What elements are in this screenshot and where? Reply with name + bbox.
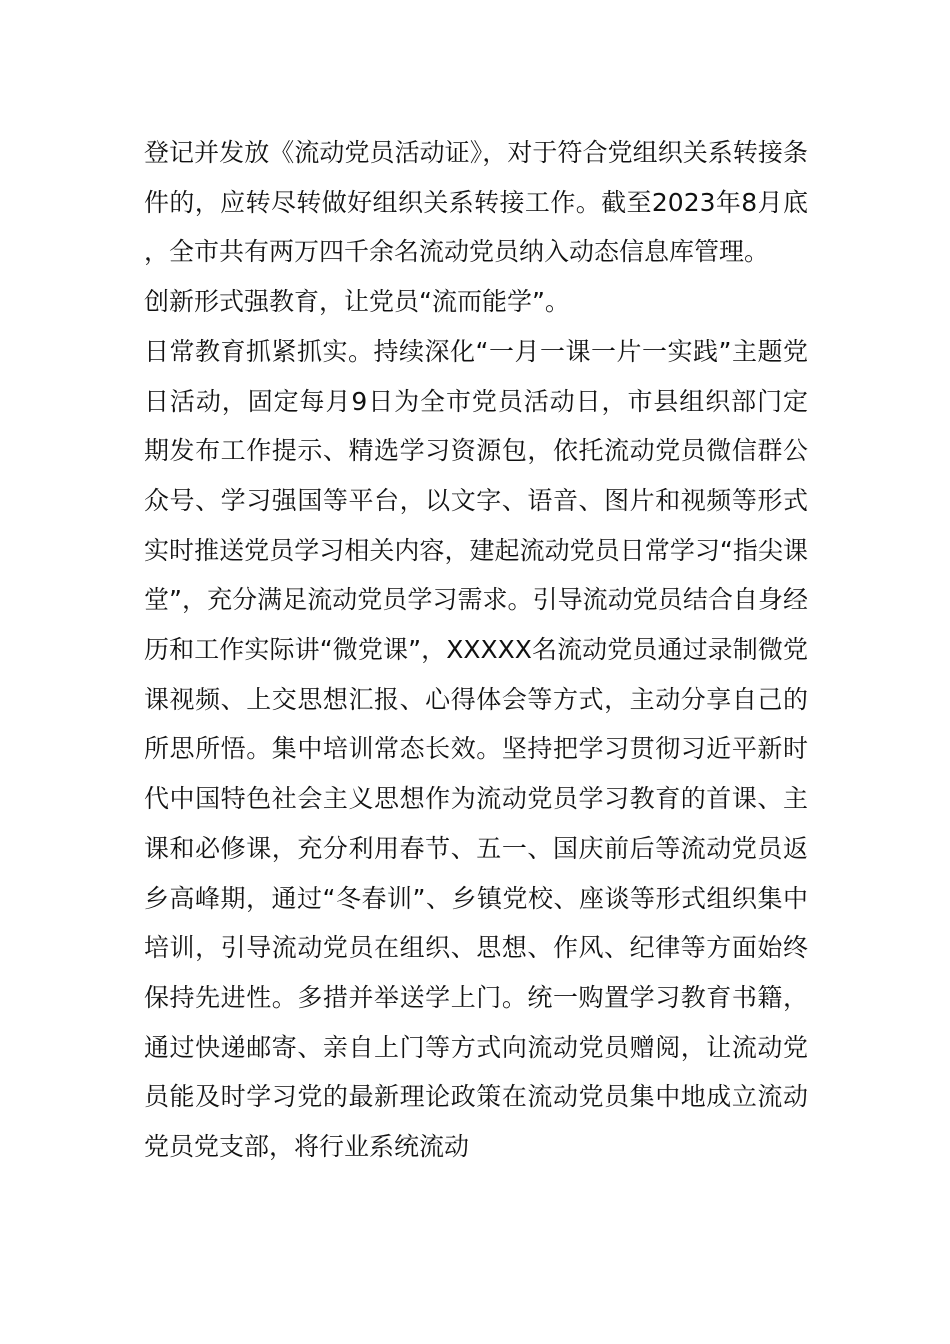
paragraph-heading-education: 创新形式强教育，让党员“流而能学”。: [144, 287, 570, 317]
paragraph-registration: 登记并发放《流动党员活动证》，对于符合党组织关系转接条件的，应转尽转做好组织关系转接工作。截至2023年8月底，全市共有两万四千余名流动党员纳入动态信息库管理。: [144, 138, 808, 267]
paragraph-daily-education: 日常教育抓紧抓实。持续深化“一月一课一片一实践”主题党日活动，固定每月9日为全市党员活动日，市县组织部门定期发布工作提示、精选学习资源包，依托流动党员微信群公众号、学习强国等平台，以文字、语音、图片和视频等形式实时推送党员学习相关内容，建起流动党员日常学习“指尖课堂”，充分满足流动党员学习需求。引导流动党员结合自身经历和工作实际讲“微党课”，XXXXX名流动党员通过录制微党课视频、上交思想汇报、心得体会等方式，主动分享自己的所思所悟。集中培训常态长效。坚持把学习贯彻习近平新时代中国特色社会主义思想作为流动党员学习教育的首课、主课和必修课，充分利用春节、五一、国庆前后等流动党员返乡高峰期，通过“冬春训”、乡镇党校、座谈等形式组织集中培训，引导流动党员在组织、思想、作风、纪律等方面始终保持先进性。多措并举送学上门。统一购置学习教育书籍，通过快递邮寄、亲自上门等方式向流动党员赠阅，让流动党员能及时学习党的最新理论政策在流动党员集中地成立流动党员党支部，将行业系统流动: [144, 336, 808, 1162]
document-body: [144, 128, 808, 1172]
